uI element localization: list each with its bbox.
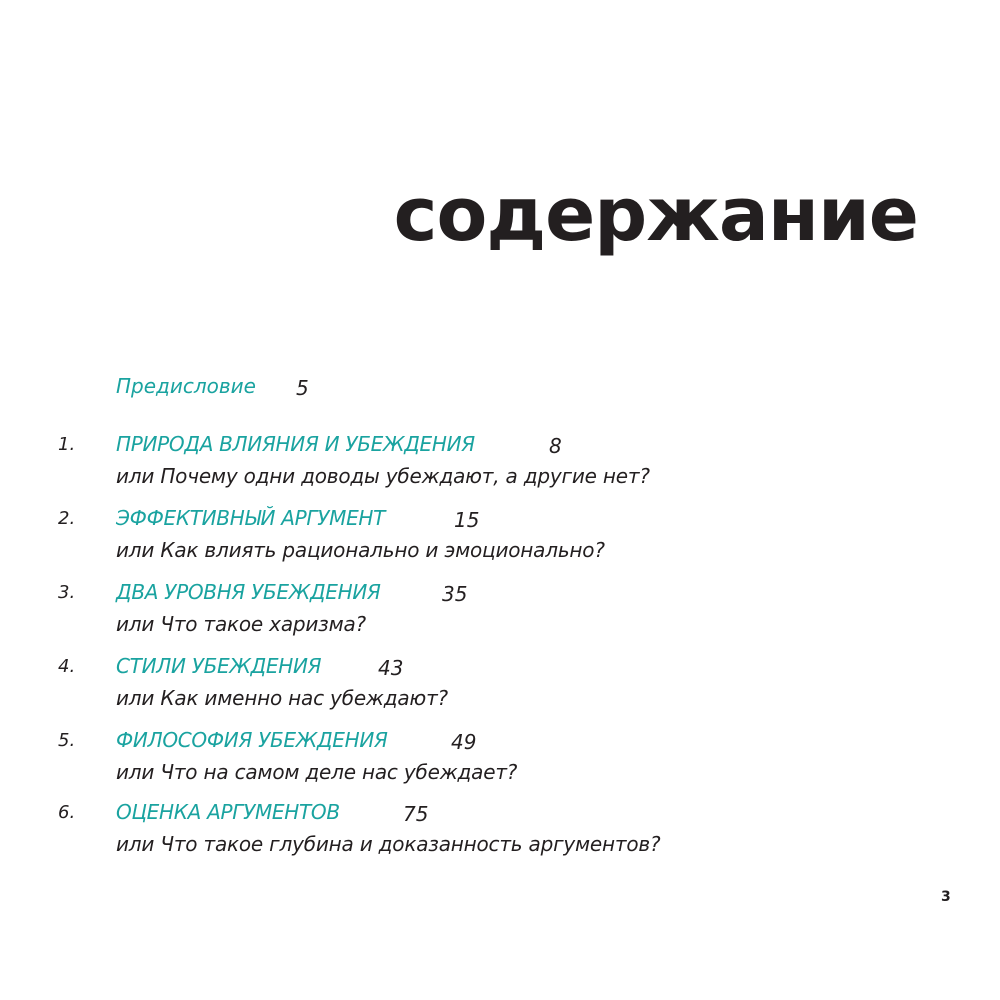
entry-number: 3. [58,582,76,603]
entry-subtitle: или Что такое харизма? [116,612,366,636]
entry-number: 1. [58,434,76,455]
entry-subtitle: или Как именно нас убеждают? [116,686,448,710]
entry-title: ФИЛОСОФИЯ УБЕЖДЕНИЯ [116,728,388,752]
entry-subtitle: или Почему одни доводы убеждают, а другие нет? [116,464,650,488]
page-number: 3 [941,889,951,905]
toc-entry-5[interactable] [0,728,1000,798]
toc-entry-4[interactable] [0,654,1000,724]
entry-page-number: 49 [451,730,477,754]
entry-title: ОЦЕНКА АРГУМЕНТОВ [116,800,340,824]
entry-page-number: 75 [403,802,429,826]
toc-entry-1[interactable] [0,432,1000,502]
toc-entry-3[interactable] [0,580,1000,650]
entry-subtitle: или Как влиять рационально и эмоционально? [116,538,605,562]
entry-subtitle: или Что на самом деле нас убеждает? [116,760,518,784]
toc-preface[interactable] [116,374,309,400]
entry-title: ЭФФЕКТИВНЫЙ АРГУМЕНТ [116,506,386,530]
entry-subtitle: или Что такое глубина и доказанность аргументов? [116,832,661,856]
toc-entry-2[interactable] [0,506,1000,576]
entry-title: СТИЛИ УБЕЖДЕНИЯ [116,654,322,678]
entry-page-number: 35 [442,582,468,606]
entry-page-number: 8 [549,434,562,458]
preface-page-number: 5 [296,376,309,400]
entry-page-number: 15 [454,508,480,532]
toc-entry-6[interactable] [0,800,1000,870]
entry-number: 6. [58,802,76,823]
page-title: содержание [393,172,918,258]
entry-title: ПРИРОДА ВЛИЯНИЯ И УБЕЖДЕНИЯ [116,432,475,456]
entry-number: 5. [58,730,76,751]
entry-number: 4. [58,656,76,677]
entry-page-number: 43 [378,656,404,680]
entry-title: ДВА УРОВНЯ УБЕЖДЕНИЯ [116,580,381,604]
preface-title: Предисловие [116,374,256,398]
entry-number: 2. [58,508,76,529]
